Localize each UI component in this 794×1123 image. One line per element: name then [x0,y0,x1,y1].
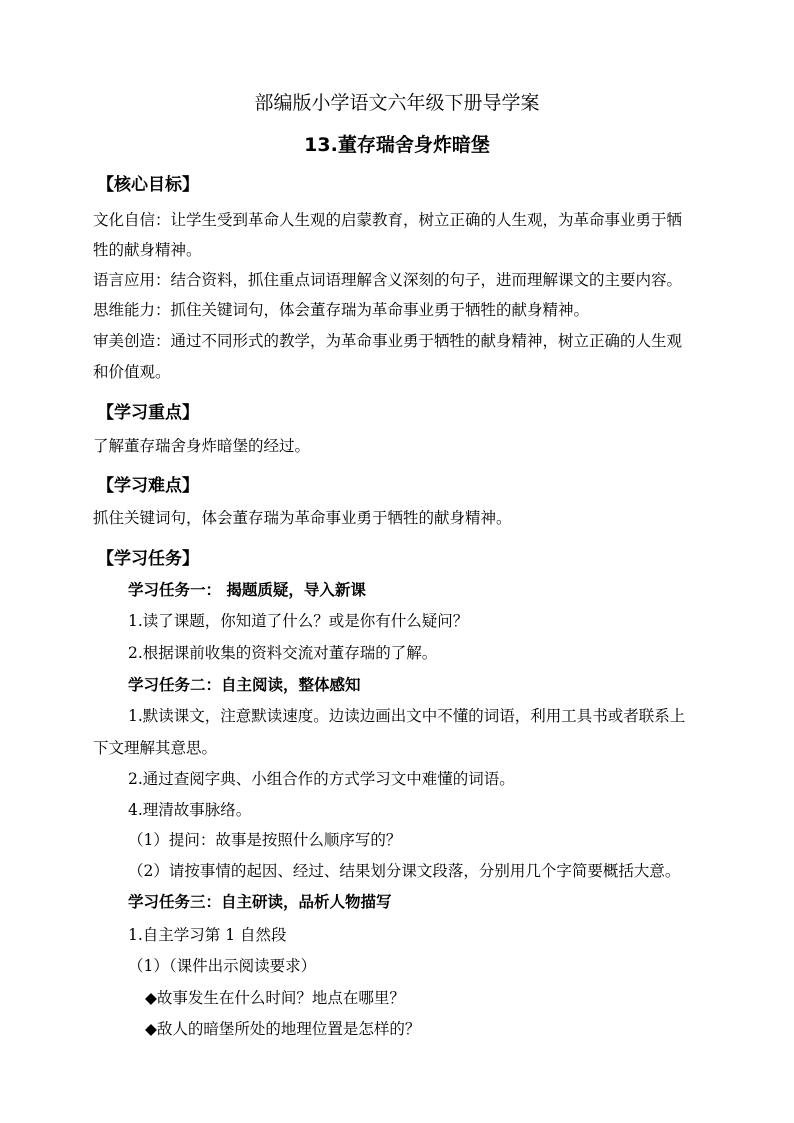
section-heading-focus: 【学习重点】 [97,403,199,423]
task2-item4: 4.理清故事脉络。 [128,801,252,819]
document-title: 部编版小学语文六年级下册导学案 [254,92,540,114]
objective-aesthetic-line1: 审美创造：通过不同形式的教学，为革命事业勇于牺牲的献身精神，树立正确的人生观 [93,332,683,350]
section-heading-difficulty: 【学习难点】 [97,476,199,496]
focus-text: 了解董存瑞舍身炸暗堡的经过。 [93,437,311,455]
task3-item1: 1.自主学习第 1 自然段 [128,926,287,944]
section-heading-objectives: 【核心目标】 [97,175,199,195]
objective-culture-line1: 文化自信：让学生受到革命人生观的启蒙教育，树立正确的人生观，为革命事业勇于牺 [93,211,683,229]
task3-question2: ◆敌人的暗堡所处的地理位置是怎样的？ [145,1020,421,1038]
task2-item1-line1: 1.默读课文，注意默读速度。边读边画出文中不懂的词语，利用工具书或者联系上 [128,707,686,725]
difficulty-text: 抓住关键词句，体会董存瑞为革命事业勇于牺牲的献身精神。 [93,509,512,527]
objective-thinking: 思维能力：抓住关键词句，体会董存瑞为革命事业勇于牺牲的献身精神。 [93,301,590,319]
task1-item1: 1.读了课题，你知道了什么？或是你有什么疑问？ [128,612,469,630]
objective-aesthetic-line2: 和价值观。 [93,363,171,381]
task3-question1: ◆故事发生在什么时间？地点在哪里？ [145,989,405,1007]
task1-item2: 2.根据课前收集的资料交流对董存瑞的了解。 [128,644,438,662]
lesson-title: 13.董存瑞舍身炸暗堡 [304,134,490,156]
task2-item1-line2: 下文理解其意思。 [93,739,218,757]
task2-sub2: （2）请按事情的起因、经过、结果划分课文段落，分别用几个字简要概括大意。 [128,862,681,880]
task2-sub1: （1）提问：故事是按照什么顺序写的？ [128,831,402,849]
task2-item2: 2.通过查阅字典、小组合作的方式学习文中难懂的词语。 [128,770,515,788]
task1-title: 学习任务一： 揭题质疑，导入新课 [128,581,366,599]
objective-language: 语言应用：结合资料，抓住重点词语理解含义深刻的句子，进而理解课文的主要内容。 [93,271,683,289]
objective-culture-line2: 牲的献身精神。 [93,241,202,259]
task3-sub1: （1）（课件出示阅读要求） [128,957,317,975]
task2-title: 学习任务二：自主阅读，整体感知 [128,676,361,694]
task3-title: 学习任务三：自主研读，品析人物描写 [128,893,392,911]
section-heading-tasks: 【学习任务】 [97,549,199,569]
